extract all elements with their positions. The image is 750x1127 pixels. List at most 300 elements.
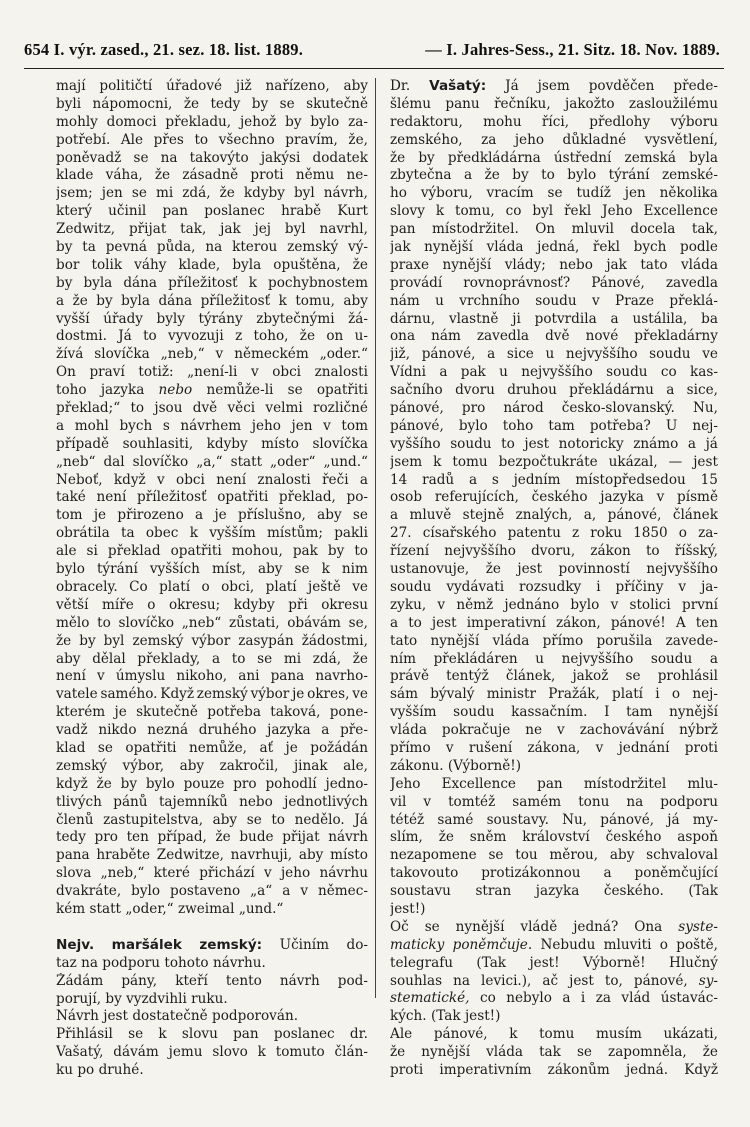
word: Vídni <box>390 364 426 381</box>
text-line <box>390 150 718 168</box>
word: On <box>56 364 76 381</box>
word: mlu- <box>687 775 718 792</box>
word: místo <box>261 435 299 452</box>
word: osob <box>390 489 423 506</box>
word: tomu, <box>455 203 495 220</box>
word: zemský: <box>199 936 263 953</box>
word: v <box>445 739 454 756</box>
word: vý- <box>348 239 368 256</box>
text-line <box>390 740 718 758</box>
word: ale <box>56 543 77 560</box>
word: v <box>300 883 308 900</box>
text-line <box>56 543 368 561</box>
word: ta <box>82 239 96 256</box>
text-line <box>390 561 718 579</box>
word: podporu <box>660 793 718 810</box>
word: zemský <box>56 757 107 774</box>
word: česko-slovanský. <box>561 400 675 417</box>
word: když <box>113 471 146 488</box>
word: Ale <box>390 1026 413 1043</box>
word: a <box>709 650 718 667</box>
word: Když <box>160 686 194 703</box>
word: aby <box>258 561 283 578</box>
word: bych <box>633 239 667 256</box>
word: přímo <box>390 739 431 756</box>
word: poněmčuje. <box>452 936 533 953</box>
word: v <box>215 346 224 363</box>
word: měrou, <box>549 847 599 864</box>
text-line <box>390 96 718 114</box>
word: že <box>352 256 368 273</box>
word: stematické, <box>390 990 470 1007</box>
word: o <box>201 578 210 595</box>
word: jen <box>624 185 646 202</box>
word: rozsudky <box>519 578 582 595</box>
word: A <box>675 614 686 631</box>
text-line <box>56 615 368 633</box>
word: tomtéž <box>448 793 496 810</box>
word: ustanovuje, <box>390 561 470 578</box>
word: provádí <box>390 274 443 291</box>
word: ale, <box>343 757 368 774</box>
word: žá- <box>348 310 368 327</box>
word: v <box>250 364 259 381</box>
word: kém <box>56 900 86 917</box>
word: tak, <box>180 221 207 238</box>
word: předlohy <box>589 113 651 130</box>
word: tom <box>56 507 83 524</box>
word: když <box>56 775 88 792</box>
word: není <box>216 471 247 488</box>
word: zákon <box>590 543 631 560</box>
word: kých. <box>390 1008 427 1025</box>
word: vyšším <box>209 525 256 542</box>
word: a <box>610 310 619 327</box>
word: jest <box>517 561 543 578</box>
word: Já <box>118 328 132 345</box>
word: dárnu, <box>390 310 436 327</box>
word: pouze <box>183 775 225 792</box>
word: byl <box>532 203 554 220</box>
word: místodržitel <box>583 775 667 792</box>
word: k <box>248 274 257 291</box>
word: za <box>595 990 611 1007</box>
word: úřady <box>103 310 143 327</box>
word: zbytečna <box>390 167 452 184</box>
word: přímo <box>542 632 584 649</box>
word: bylo <box>458 417 488 434</box>
word: proti <box>250 167 284 184</box>
word: byly <box>156 310 185 327</box>
word: Pražák, <box>548 686 600 703</box>
word: ji <box>512 310 521 327</box>
word: hrabě <box>281 203 322 220</box>
text-line <box>56 991 368 1009</box>
text-line <box>390 507 718 525</box>
word: ve <box>702 346 718 363</box>
word: to <box>501 435 515 452</box>
word: řeči <box>322 471 349 488</box>
word: na <box>626 793 644 810</box>
word: se <box>257 650 273 667</box>
word: byla <box>232 256 262 273</box>
word: „und.“ <box>238 900 284 917</box>
word: slovu <box>181 1026 218 1043</box>
text-line <box>56 597 368 615</box>
word: „neb“ <box>56 453 96 470</box>
word: že <box>154 167 171 184</box>
word: referujících, <box>434 489 519 506</box>
word: Dr. <box>390 78 411 94</box>
word: a <box>56 292 65 309</box>
word: bor <box>56 256 80 273</box>
text-line <box>56 686 368 704</box>
word: proti <box>684 739 718 756</box>
word: na <box>453 972 471 989</box>
word: vyšších <box>149 561 200 578</box>
word: že <box>96 775 112 792</box>
word: jak <box>606 256 627 273</box>
word: se <box>128 1026 144 1043</box>
word: a <box>487 346 496 363</box>
text-line <box>390 776 718 794</box>
text-line <box>390 489 718 507</box>
right-column <box>390 78 718 1080</box>
word: váha, <box>105 167 143 184</box>
text-line <box>390 543 718 561</box>
word: dvě <box>545 328 570 345</box>
word: větší <box>56 596 89 613</box>
word: v <box>591 292 600 309</box>
word: k <box>189 525 198 542</box>
word: znalých, <box>515 507 573 524</box>
word: českého <box>531 489 588 506</box>
text-line <box>390 418 718 436</box>
word: to <box>645 543 660 560</box>
word: na <box>160 149 178 166</box>
word: s <box>162 417 170 434</box>
text-line <box>390 633 718 651</box>
word: a <box>439 364 448 381</box>
word: výbor <box>250 686 290 703</box>
word: druhé. <box>98 1062 144 1079</box>
word: dvakráte, <box>56 883 122 900</box>
word: na <box>205 239 223 256</box>
word: by <box>105 990 122 1007</box>
word: že <box>485 561 501 578</box>
word: vyvozuji <box>168 328 224 345</box>
word: bych <box>119 417 153 434</box>
word: jedná? <box>573 918 619 935</box>
header-left: 654 I. výr. zased., 21. sez. 18. list. 1889. <box>24 40 304 59</box>
word: mluviti <box>603 936 652 953</box>
word: druhého <box>198 722 257 739</box>
word: povděčen <box>588 78 655 94</box>
word: a <box>464 167 473 184</box>
word: imperativní <box>466 614 546 631</box>
word: jest <box>524 435 550 452</box>
word: zbytečnými <box>256 310 335 327</box>
word: znalosti <box>257 471 311 488</box>
word: Já <box>505 78 519 94</box>
word: pakli <box>334 525 368 542</box>
word: ustálila, <box>632 310 688 327</box>
word: němu <box>295 167 335 184</box>
word: vrchního <box>459 292 520 309</box>
text-line <box>390 400 718 418</box>
word: pánové, <box>390 400 444 417</box>
text-line <box>390 704 718 722</box>
word: se <box>133 149 149 166</box>
word: jen <box>291 417 313 434</box>
word: zemská <box>624 149 676 166</box>
word: pány, <box>121 972 158 989</box>
word: císařského <box>422 525 497 542</box>
word: vládě <box>520 918 558 935</box>
word: to <box>354 543 368 560</box>
word: že <box>390 1044 406 1061</box>
word: jsem; <box>56 185 93 202</box>
word: jazyka <box>100 382 145 399</box>
word: slovíčko <box>118 614 175 631</box>
header-right: — I. Jahres-Sess., 21. Sitz. 18. Nov. 1889. <box>425 40 720 59</box>
word: němž <box>456 596 494 613</box>
word: Excellence <box>441 775 516 792</box>
word: se <box>97 739 113 756</box>
word: mohl <box>74 417 109 434</box>
word: aby <box>317 507 342 524</box>
word: Vašatý: <box>429 78 487 94</box>
word: Co <box>129 578 148 595</box>
word: jazyka <box>600 489 644 506</box>
word: si <box>86 543 98 560</box>
word: soustavy. <box>486 811 549 828</box>
word: a, <box>583 507 597 524</box>
text-line <box>56 185 368 203</box>
word: povinností <box>558 561 630 578</box>
word: toho <box>502 417 534 434</box>
word: okresu; <box>168 596 221 613</box>
word: opatřiti <box>170 543 222 560</box>
word: podporován. <box>212 1008 299 1025</box>
word: Pánové, <box>591 274 645 291</box>
text-line <box>56 579 368 597</box>
word: potřeba <box>207 704 261 721</box>
word: telegrafu <box>390 954 453 971</box>
word: žívá <box>56 346 84 363</box>
text-line <box>56 1062 368 1080</box>
word: rušení <box>468 739 513 756</box>
word: zavede- <box>665 632 718 649</box>
word: to <box>194 131 209 148</box>
word: nej- <box>692 417 718 434</box>
text-line <box>56 955 368 973</box>
text-line <box>56 865 368 883</box>
word: jinak <box>293 757 328 774</box>
text-line <box>56 812 368 830</box>
word: k <box>278 292 287 309</box>
word: zweimal <box>177 900 235 917</box>
word: a <box>211 650 221 667</box>
word: bývalý <box>430 686 475 703</box>
text-line <box>56 1044 368 1062</box>
text-line <box>56 973 368 991</box>
word: který <box>56 203 92 220</box>
word: v <box>323 417 331 434</box>
word: tlivých <box>56 793 102 810</box>
word: u <box>535 650 545 667</box>
word: že <box>72 292 88 309</box>
word: řízení <box>390 543 430 560</box>
text-line <box>56 651 368 669</box>
word: hraběte <box>96 847 151 864</box>
word: přes <box>153 131 184 148</box>
word: u <box>499 364 508 381</box>
word: zavedla <box>476 328 530 345</box>
word: přijat <box>282 829 320 846</box>
word: šlému <box>390 95 432 112</box>
word: aspoň <box>677 829 718 846</box>
word: byl <box>293 185 315 202</box>
word: kteří <box>175 972 208 989</box>
text-line <box>390 203 718 221</box>
word: němec- <box>317 883 368 900</box>
word: nejvyššího <box>565 346 638 363</box>
word: Hlučný <box>668 954 718 971</box>
word: ne <box>525 722 543 739</box>
word: za- <box>348 113 368 130</box>
word: roku <box>590 525 622 542</box>
word: týrány <box>198 310 243 327</box>
word: opuštěna, <box>273 256 341 273</box>
word: vláda <box>486 1044 524 1061</box>
word: se <box>576 1044 592 1061</box>
text-line <box>390 615 718 633</box>
word: toho, <box>253 328 289 345</box>
word: jen <box>101 185 123 202</box>
word: a <box>321 722 330 739</box>
word: vatele <box>56 686 98 703</box>
text-line <box>56 722 368 740</box>
word: slova <box>56 865 92 882</box>
word: vydávati <box>446 578 505 595</box>
word: tak, <box>691 221 718 238</box>
word: takovouto <box>390 865 459 882</box>
word: k <box>321 561 330 578</box>
word: klade, <box>178 256 221 273</box>
word: je <box>114 704 127 721</box>
text-line <box>56 96 368 114</box>
word: nezapomene <box>390 847 477 864</box>
word: a <box>468 471 478 488</box>
word: obrátila <box>56 525 110 542</box>
text-line <box>56 633 368 651</box>
word: váhy <box>134 256 167 273</box>
word: to <box>408 614 422 631</box>
text-line <box>56 561 368 579</box>
text-line <box>56 883 368 901</box>
word: jej <box>254 221 272 238</box>
word: obci <box>176 471 205 488</box>
word: znalosti <box>314 364 368 381</box>
word: jak <box>390 239 411 256</box>
word: I <box>604 704 610 721</box>
word: k <box>509 1026 518 1043</box>
word: nynější <box>430 632 480 649</box>
word: Výborně! <box>583 954 646 971</box>
word: totiž: <box>138 364 174 381</box>
word: pan <box>233 1026 259 1043</box>
word: jeho <box>280 865 311 882</box>
left-column <box>56 78 368 1080</box>
word: u <box>545 346 555 363</box>
word: druhou <box>507 382 557 399</box>
word: sice, <box>686 382 718 399</box>
word: poněvadž <box>56 149 122 166</box>
word: i <box>580 990 586 1007</box>
word: výbor <box>191 632 231 649</box>
word: v <box>610 596 619 613</box>
word: soudu <box>390 578 432 595</box>
column-divider <box>375 78 376 998</box>
word: tolik <box>91 256 123 273</box>
word: slím, <box>390 829 423 846</box>
text-line <box>56 293 368 311</box>
word: případ, <box>157 829 207 846</box>
word: aby <box>179 757 205 774</box>
text-line <box>390 454 718 472</box>
word: bylo <box>56 561 85 578</box>
word: zemského, <box>390 131 463 148</box>
text-line <box>390 686 718 704</box>
word: pánů <box>113 793 148 810</box>
word: se <box>131 185 147 202</box>
word: obávám <box>287 614 341 631</box>
word: by <box>418 149 435 166</box>
text-line <box>56 114 368 132</box>
word: pro <box>94 829 118 846</box>
word: zemský <box>196 686 248 703</box>
word: soudu <box>649 346 691 363</box>
word: jedno- <box>325 775 368 792</box>
word: (Tak <box>476 954 507 971</box>
word: notoricky <box>558 435 624 452</box>
word: ním <box>390 650 416 667</box>
word: tomuto <box>275 1044 325 1061</box>
word: při <box>288 596 308 613</box>
text-line <box>390 132 718 150</box>
word: pone- <box>329 704 368 721</box>
word: vil <box>390 793 407 810</box>
word: aby <box>212 811 238 828</box>
word: jest <box>569 972 594 989</box>
word: zůstati, <box>228 614 280 631</box>
text-line <box>56 1026 368 1044</box>
word: návrhu. <box>212 954 266 971</box>
word: to <box>143 328 157 345</box>
word: zasloužilému <box>628 95 718 112</box>
text-line <box>390 651 718 669</box>
word: byl <box>103 632 125 649</box>
word: se <box>294 561 310 578</box>
word: soudu <box>450 435 492 452</box>
word: se <box>352 507 368 524</box>
text-line <box>390 346 718 364</box>
word: navrhl, <box>319 221 368 238</box>
word: jakýsi <box>260 149 301 166</box>
word: jsou <box>154 400 183 417</box>
word: učinil <box>108 203 147 220</box>
